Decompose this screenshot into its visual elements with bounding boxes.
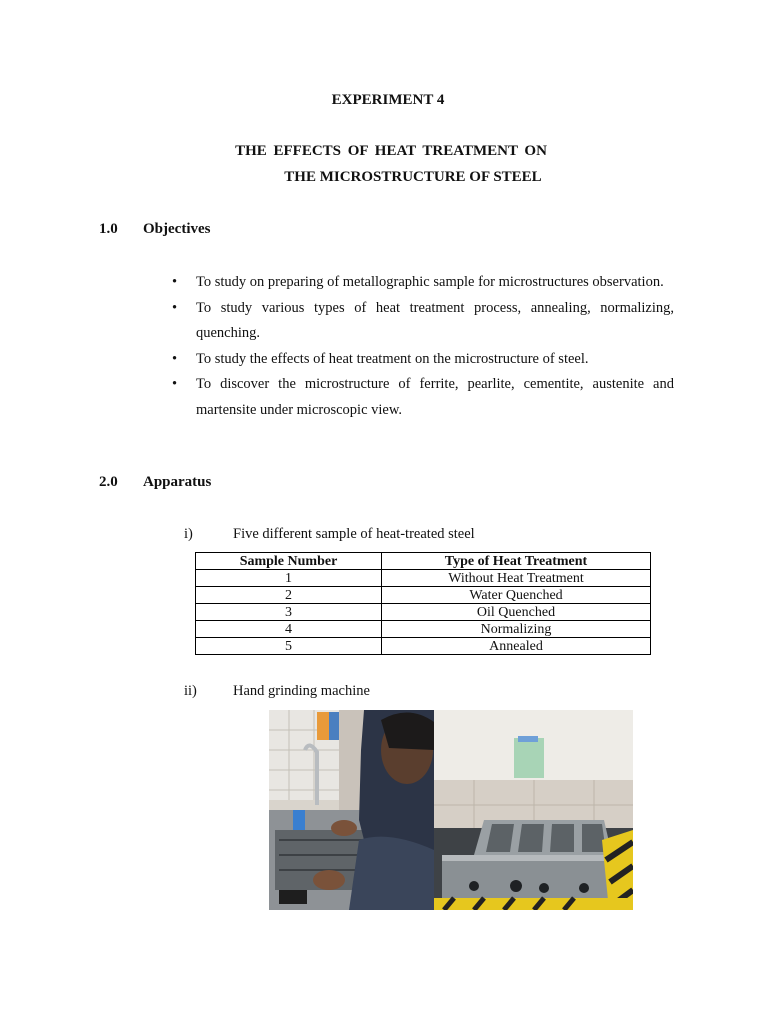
table-header-row bbox=[196, 553, 651, 570]
apparatus-item-text: Hand grinding machine bbox=[233, 683, 370, 699]
table-cell: Annealed bbox=[382, 638, 651, 655]
bullet-icon: • bbox=[172, 299, 178, 316]
objective-text: To study on preparing of metallographic sample for microstructures observation. bbox=[196, 274, 664, 290]
subtitle-line-2: THE MICROSTRUCTURE OF STEEL bbox=[284, 169, 542, 185]
apparatus-item-label: i) bbox=[184, 526, 193, 542]
section-title-objectives: Objectives bbox=[143, 221, 211, 237]
bullet-icon: • bbox=[172, 274, 178, 290]
subtitle-line-1: THE EFFECTS OF HEAT TREATMENT ON bbox=[235, 143, 547, 159]
column-header: Type of Heat Treatment bbox=[382, 553, 651, 570]
table-row bbox=[196, 604, 651, 621]
table-row bbox=[196, 638, 651, 655]
list-item bbox=[170, 296, 674, 347]
bullet-icon: • bbox=[172, 376, 178, 392]
apparatus-item-label: ii) bbox=[184, 683, 197, 699]
objective-text: To study various types of heat treatment process, annealing, normalizing, quenching. bbox=[196, 299, 674, 341]
heat-treatment-table bbox=[195, 552, 651, 655]
section-title-apparatus: Apparatus bbox=[143, 474, 212, 490]
experiment-title: EXPERIMENT 4 bbox=[331, 92, 445, 108]
photo-grinding-machine bbox=[434, 710, 633, 910]
table-row bbox=[196, 587, 651, 604]
table-cell: Water Quenched bbox=[382, 587, 651, 604]
section-number-apparatus: 2.0 bbox=[99, 474, 118, 490]
bullet-icon: • bbox=[172, 350, 178, 367]
grinding-machine-photos bbox=[269, 710, 633, 910]
table-cell: 5 bbox=[196, 638, 382, 655]
table-cell: Normalizing bbox=[382, 621, 651, 638]
objectives-list bbox=[170, 270, 674, 423]
table-cell: 4 bbox=[196, 621, 382, 638]
apparatus-item-text: Five different sample of heat-treated steel bbox=[233, 526, 475, 542]
section-number-objectives: 1.0 bbox=[99, 221, 118, 237]
table-cell: 3 bbox=[196, 604, 382, 621]
objective-text: To discover the microstructure of ferrite, pearlite, cementite, austenite and martensite under microscopic view. bbox=[196, 376, 674, 418]
objective-text: To study the effects of heat treatment on the microstructure of steel. bbox=[196, 350, 589, 367]
table-cell: 1 bbox=[196, 570, 382, 587]
table-cell: Oil Quenched bbox=[382, 604, 651, 621]
photo-students-grinding bbox=[269, 710, 434, 910]
table-row bbox=[196, 570, 651, 587]
list-item bbox=[170, 347, 674, 373]
table-row bbox=[196, 621, 651, 638]
table-cell: 2 bbox=[196, 587, 382, 604]
list-item bbox=[170, 372, 674, 423]
list-item bbox=[170, 270, 674, 296]
column-header: Sample Number bbox=[196, 553, 382, 570]
table-cell: Without Heat Treatment bbox=[382, 570, 651, 587]
